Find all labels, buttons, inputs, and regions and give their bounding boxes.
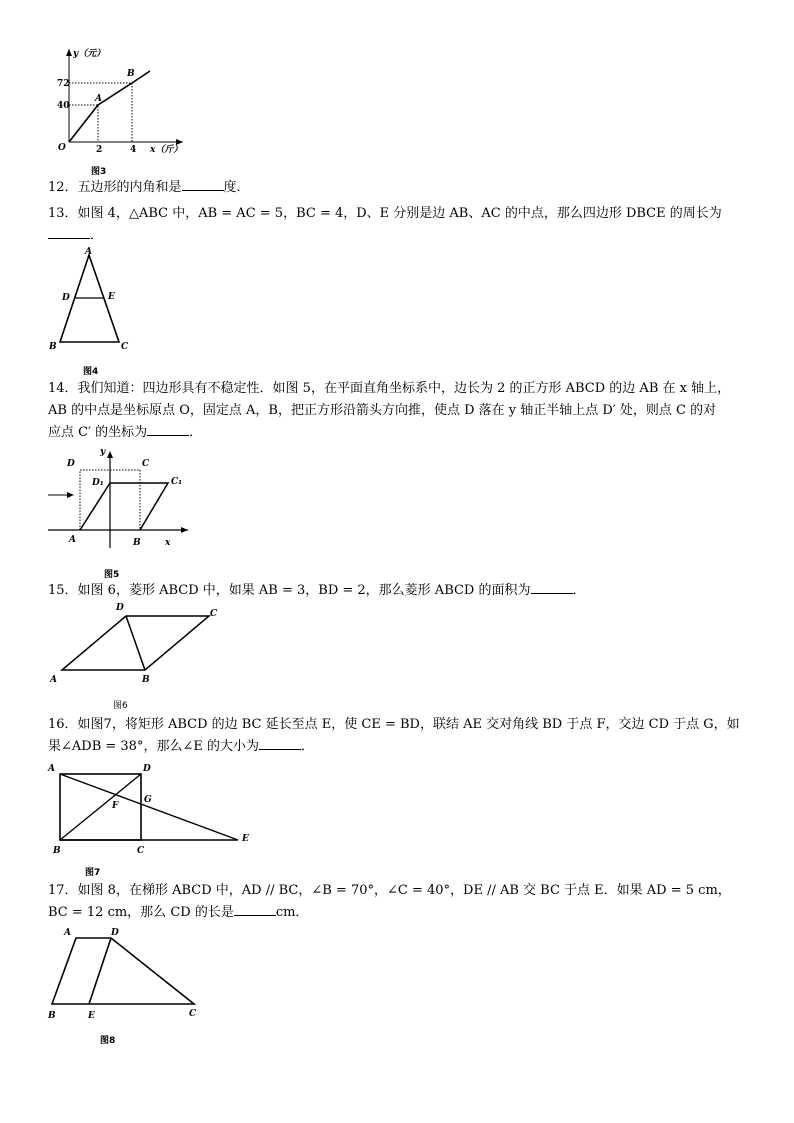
q14-line2: AB 的中点是坐标原点 O，固定点 A，B，把正方形沿箭头方向推，使点 D 落在 y 轴正半轴上点 D′ 处，则点 C 的对 (48, 403, 717, 418)
answer-blank (531, 581, 573, 594)
question-15 (48, 580, 758, 602)
figure-6-caption: 图6 (113, 701, 128, 711)
tick-4: 4 (130, 145, 137, 155)
x-axis-label: x（斤） (150, 145, 183, 155)
q15-text: 15．如图 6，菱形 ABCD 中，如果 AB = 3，BD = 2，那么菱形 ABCD 的面积为 (48, 583, 531, 598)
point-a: A (69, 535, 76, 545)
vertex-b: B (49, 342, 57, 352)
tick-40: 40 (57, 101, 70, 111)
q16-line2: 果∠ADB = 38°，那么∠E 的大小为 (48, 739, 259, 754)
q17-line1: 17．如图 8，在梯形 ABCD 中，AD // BC，∠B = 70°，∠C = 40°，DE // AB 交 BC 于点 E．如果 AD = 5 cm， (48, 883, 731, 898)
vertex-a: A (48, 764, 55, 774)
figure-4-triangle (48, 245, 148, 355)
vertex-a: A (85, 247, 92, 257)
figure-7-caption: 图7 (85, 868, 101, 878)
point-b: B (133, 538, 141, 548)
q13-line1: 13．如图 4，△ABC 中，AB = AC = 5，BC = 4，D、E 分别是边 AB、AC 的中点，那么四边形 DBCE 的周长为 (48, 206, 722, 221)
vertex-d: D (111, 928, 119, 938)
vertex-e: E (88, 1011, 95, 1021)
point-c1: C₁ (171, 477, 183, 487)
answer-blank (182, 178, 224, 191)
question-13 (48, 203, 758, 247)
vertex-d: D (143, 764, 151, 774)
vertex-c: C (121, 342, 129, 352)
figure-5-caption: 图5 (104, 570, 120, 580)
vertex-a: A (64, 928, 71, 938)
q17-tail: cm． (275, 905, 309, 920)
point-d1: D₁ (92, 478, 104, 488)
question-12 (48, 177, 758, 199)
y-axis-label: y（元） (73, 49, 106, 59)
figure-8-trapezoid (48, 925, 218, 1025)
figure-4-caption: 图4 (83, 367, 99, 377)
q12-tail: 度． (223, 180, 250, 195)
q16-line1: 16．如图7，将矩形 ABCD 的边 BC 延长至点 E，使 CE = BD，联结 AE 交对角线 BD 于点 F，交边 CD 于点 G，如 (48, 717, 740, 732)
q12-text: 12．五边形的内角和是 (48, 180, 182, 195)
q14-line3: 应点 C′ 的坐标为 (48, 425, 148, 440)
answer-blank (234, 903, 276, 916)
vertex-d: D (62, 293, 70, 303)
answer-blank (259, 737, 301, 750)
q16-tail: ． (300, 739, 314, 754)
figure-3-graph (48, 45, 208, 155)
q13-tail: ． (90, 228, 104, 243)
vertex-a: A (50, 675, 57, 685)
vertex-c: C (137, 846, 145, 856)
q15-tail: ． (572, 583, 586, 598)
origin-label: O (58, 143, 66, 153)
vertex-g: G (144, 795, 152, 805)
vertex-e: E (108, 292, 115, 302)
vertex-d: D (116, 603, 124, 613)
figure-3-caption: 图3 (91, 167, 107, 177)
point-a-label: A (95, 94, 102, 104)
figure-8-caption: 图8 (100, 1036, 116, 1046)
vertex-b: B (48, 1011, 56, 1021)
figure-7-rectangle (48, 758, 268, 858)
point-d: D (67, 459, 75, 469)
question-17 (48, 880, 758, 924)
question-14 (48, 378, 758, 444)
tick-72: 72 (57, 79, 70, 89)
q17-line2: BC = 12 cm，那么 CD 的长是 (48, 905, 234, 920)
q14-line1: 14．我们知道：四边形具有不稳定性．如图 5，在平面直角坐标系中，边长为 2 的正方形 ABCD 的边 AB 在 x 轴上， (48, 381, 731, 396)
vertex-c: C (189, 1009, 197, 1019)
vertex-c: C (210, 609, 218, 619)
point-b-label: B (127, 69, 135, 79)
q14-tail: ． (189, 425, 203, 440)
vertex-e: E (242, 834, 249, 844)
figure-5-coordinate (48, 443, 208, 558)
vertex-b: B (53, 846, 61, 856)
answer-blank (147, 423, 189, 436)
figure-6-rhombus (48, 600, 228, 685)
point-x: x (165, 538, 171, 548)
vertex-f: F (112, 801, 119, 811)
point-c: C (142, 459, 150, 469)
vertex-b: B (142, 675, 150, 685)
tick-2: 2 (96, 145, 103, 155)
answer-blank (48, 226, 90, 239)
question-16 (48, 714, 758, 758)
point-y: y (100, 447, 106, 457)
